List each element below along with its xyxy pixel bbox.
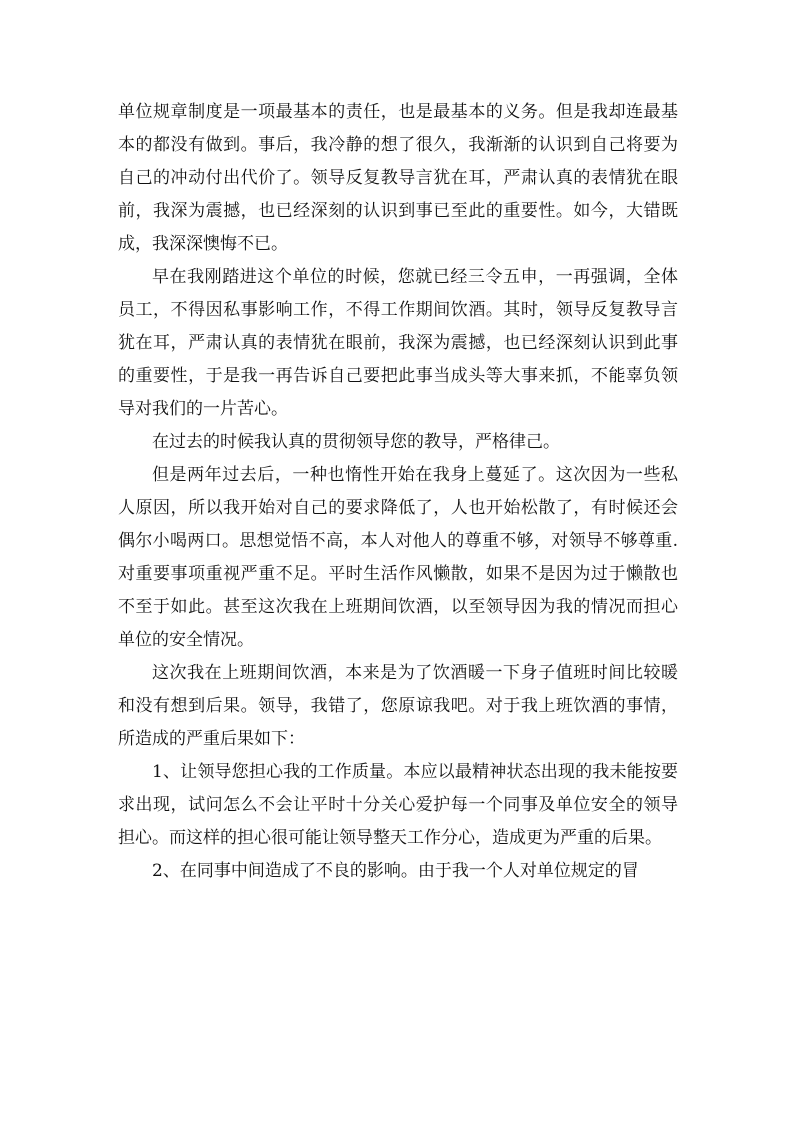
paragraph-4: 但是两年过去后，一种也惰性开始在我身上蔓延了。这次因为一些私人原因，所以我开始对自己的要求降低了，人也开始松散了，有时候还会偶尔小喝两口。思想觉悟不高，本人对他人的尊重不够，对领导不够尊重.对重要事项重视严重不足。平时生活作风懒散，如果不是因为过于懒散也不至于如此。甚至这次我在上班期间饮酒，以至领导因为我的情况而担心单位的安全情况。 bbox=[118, 465, 678, 650]
paragraph-5: 这次我在上班期间饮酒，本来是为了饮酒暖一下身子值班时间比较暖和没有想到后果。领导，我错了，您原谅我吧。对于我上班饮酒的事情，所造成的严重后果如下： bbox=[118, 663, 678, 749]
list-item-consequence-2: 2、在同事中间造成了不良的影响。由于我一个人对单位规定的冒 bbox=[152, 861, 639, 881]
paragraph-2: 早在我刚踏进这个单位的时候，您就已经三令五申，一再强调，全体员工，不得因私事影响工作，不得工作期间饮酒。其时，领导反复教导言犹在耳，严肃认真的表情犹在眼前，我深为震撼，也已经深刻认识到此事的重要性，于是我一再告诉自己要把此事当成头等大事来抓，不能辜负领导对我们的一片苦心。 bbox=[118, 267, 678, 419]
paragraph-3: 在过去的时候我认真的贯彻领导您的教导，严格律己。 bbox=[152, 432, 560, 452]
paragraph-1: 单位规章制度是一项最基本的责任，也是最基本的义务。但是我却连最基本的都没有做到。事后，我冷静的想了很久，我渐渐的认识到自己将要为自己的冲动付出代价了。领导反复教导言犹在耳，严肃认真的表情犹在眼前，我深为震撼，也已经深刻的认识到事已至此的重要性。如今，大错既成，我深深懊悔不已。 bbox=[118, 102, 678, 254]
list-item-consequence-1: 1、让领导您担心我的工作质量。本应以最精神状态出现的我未能按要求出现，试问怎么不会让平时十分关心爱护每一个同事及单位安全的领导担心。而这样的担心很可能让领导整天工作分心，造成更为严重的后果。 bbox=[118, 762, 678, 848]
document-body bbox=[118, 96, 678, 888]
